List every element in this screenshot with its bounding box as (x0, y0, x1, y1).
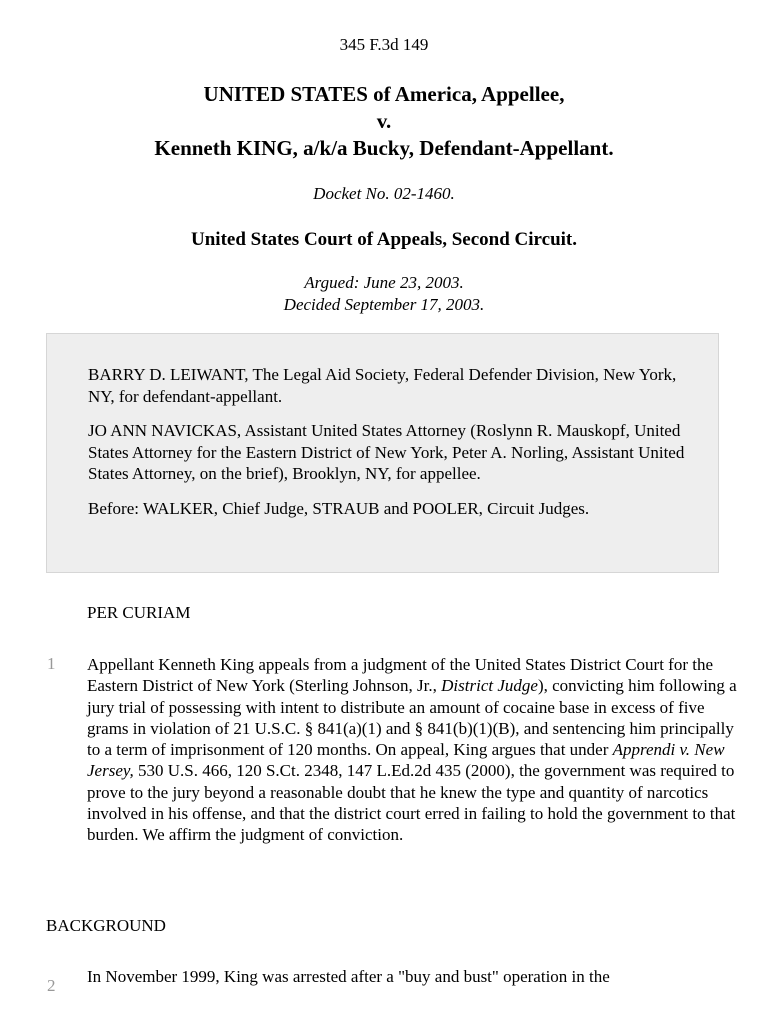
defendant-counsel: BARRY D. LEIWANT, The Legal Aid Society, Federal Defender Division, New York, NY, for defendant-appellant. (88, 365, 677, 406)
counsel-panel (46, 333, 719, 573)
case-citation: 345 F.3d 149 (339, 35, 429, 54)
caption-versus: v. (376, 109, 392, 133)
docket-number: Docket No. 02-1460. (313, 184, 455, 203)
case-caption (0, 81, 768, 162)
decided-date: Decided September 17, 2003. (283, 295, 485, 314)
paragraph-1-italic-case-name: Apprendi v. New Jersey, (87, 740, 725, 781)
paragraph-1 (87, 654, 737, 846)
panel-judges: Before: WALKER, Chief Judge, STRAUB and POOLER, Circuit Judges. (88, 498, 590, 518)
court-name: United States Court of Appeals, Second Circuit. (191, 229, 577, 250)
paragraph-2: In November 1999, King was arrested after a "buy and bust" operation in the (87, 967, 610, 986)
paragraph-number: 1 (47, 654, 56, 673)
caption-appellant: Kenneth KING, a/k/a Bucky, Defendant-Appellant. (154, 136, 614, 160)
argued-date: Argued: June 23, 2003. (304, 273, 464, 292)
per-curiam-label: PER CURIAM (87, 603, 191, 622)
paragraph-1-text-c: 530 U.S. 466, 120 S.Ct. 2348, 147 L.Ed.2d 435 (2000), the government was required to prove to the jury beyond a reasonable doubt that he knew the type and quantity of narcotics involved in his offense, and that the district court erred in failing to hold the government to that burden. We affirm the judgment of conviction. (87, 761, 736, 845)
caption-appellee: UNITED STATES of America, Appellee, (203, 82, 565, 106)
background-heading: BACKGROUND (46, 916, 166, 935)
appellee-counsel: JO ANN NAVICKAS, Assistant United States Attorney (Roslynn R. Mauskopf, United States Attorney for the Eastern District of New York, Peter A. Norling, Assistant United States Attorney, on the brief), Brooklyn, NY, for appellee. (88, 421, 685, 483)
paragraph-1-text-b: ), convicting him following a jury trial of possessing with intent to distribute an amount of cocaine base in excess of five grams in violation of 21 U.S.C. § 841(a)(1) and § 841(b)(1)(B), and sentencing him principally to a term of imprisonment of 120 months. On appeal, King argues that under (87, 676, 737, 760)
case-dates (0, 272, 768, 316)
paragraph-1-italic-district-judge: District Judge (441, 676, 538, 696)
paragraph-number: 2 (47, 976, 56, 995)
paragraph-1-text-a: Appellant Kenneth King appeals from a judgment of the United States District Court for the Eastern District of New York (Sterling Johnson, Jr., (87, 655, 714, 696)
